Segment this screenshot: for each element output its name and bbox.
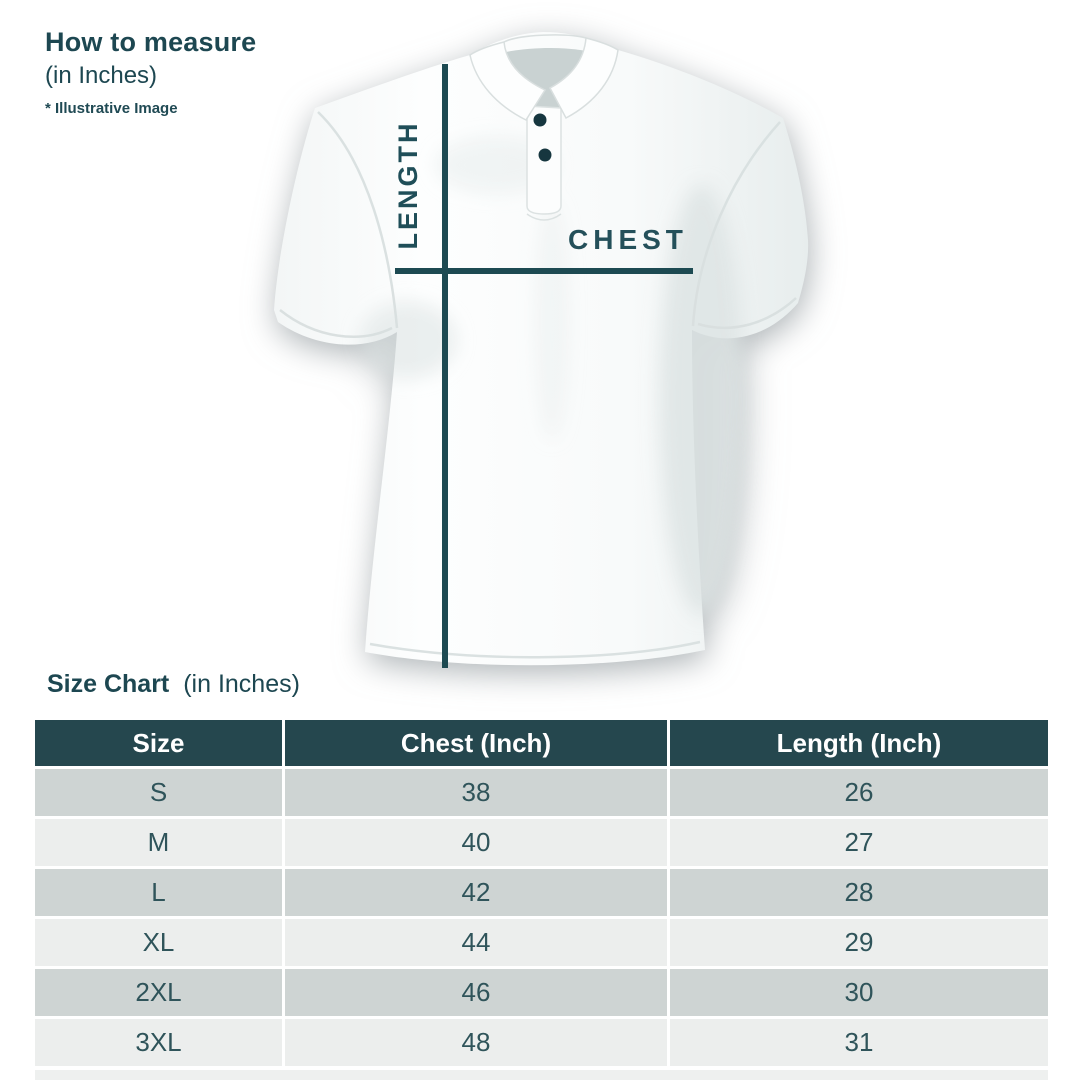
size-chart-unit: (in Inches) [183, 670, 300, 698]
polo-shirt-illustration [220, 10, 860, 680]
table-bottom-sliver [35, 1070, 1048, 1080]
cell-size: L [35, 869, 282, 916]
size-chart-title: Size Chart [47, 670, 170, 698]
cell-chest: 44 [285, 919, 667, 966]
cell-chest: 38 [285, 769, 667, 816]
cell-size: XL [35, 919, 282, 966]
cell-chest: 48 [285, 1019, 667, 1066]
col-header-size: Size [35, 720, 282, 766]
size-chart-heading [47, 670, 300, 699]
cell-size: 2XL [35, 969, 282, 1016]
cell-length: 29 [670, 919, 1048, 966]
cell-length: 27 [670, 819, 1048, 866]
cell-chest: 46 [285, 969, 667, 1016]
length-label: LENGTH [393, 120, 423, 250]
chest-measure-line [395, 268, 693, 274]
cell-length: 26 [670, 769, 1048, 816]
cell-size: M [35, 819, 282, 866]
page-title: How to measure [45, 27, 257, 57]
cell-length: 31 [670, 1019, 1048, 1066]
col-header-chest: Chest (Inch) [285, 720, 667, 766]
shade-placket-crease [536, 200, 568, 440]
cell-length: 30 [670, 969, 1048, 1016]
illustrative-note: * Illustrative Image [45, 100, 178, 117]
chest-label: CHEST [568, 224, 688, 255]
length-measure-line [442, 64, 448, 668]
cell-size: 3XL [35, 1019, 282, 1066]
unit-subtitle: (in Inches) [45, 62, 158, 89]
col-header-length: Length (Inch) [670, 720, 1048, 766]
shirt-button-bottom [539, 149, 552, 162]
size-chart-table [35, 720, 1048, 1066]
cell-length: 28 [670, 869, 1048, 916]
shirt-button-top [534, 114, 547, 127]
cell-chest: 40 [285, 819, 667, 866]
cell-size: S [35, 769, 282, 816]
cell-chest: 42 [285, 869, 667, 916]
